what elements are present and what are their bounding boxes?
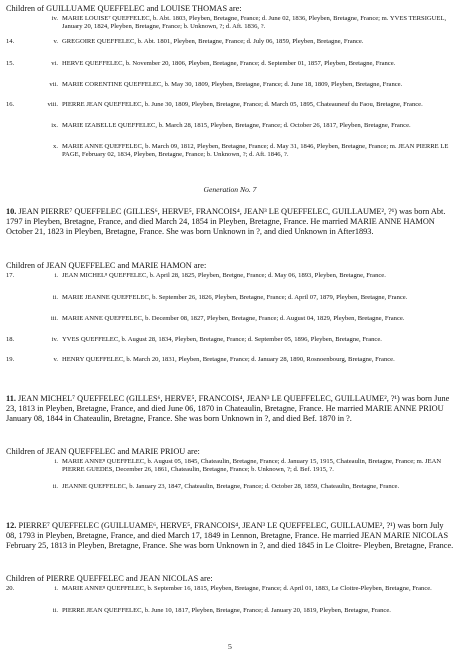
person-entry-10 xyxy=(6,207,454,238)
person-entry-11 xyxy=(6,394,454,425)
section1-header: Children of GUILLUAME QUEFFELEC and LOUISE THOMAS are: xyxy=(6,4,242,13)
person-entry-12 xyxy=(6,521,454,552)
page-number: 5 xyxy=(228,642,232,651)
generation-title: Generation No. 7 xyxy=(203,185,257,194)
entry-number: 10. xyxy=(6,207,17,216)
section2-header: Children of JEAN QUEFFELEC and MARIE HAMON are: xyxy=(6,261,207,270)
document-page: Children of GUILLUAME QUEFFELEC and LOUISE THOMAS are: iv. MARIE LOUISE⁷ QUEFFELEC, b. Abt. 1803, Pleyben, Bretagne, France; d. June 02, 1836, Pleyben, Bretagne, France; m. YVES TERSIGUEL, January 20, 1824, Pleyben, Bretagne, France; b. Unknown, ?; d. Aft. 1836, ?. 14. v. GREGOIRE QUEFFELEC, b. Abt. 1801, Pleyben, Bretagne, France; d. July 06, 1859, Pleyben, Bretagne, France. 15. vi. HERVE QUEFFELEC, b. November 20, 1806, Pleyben, Bretagne, France; d. September 01, 1857, Pleyben, Bretagne, France. vii. MARIE CORENTINE QUEFFELEC, b. May 30, 1809, Pleyben, Bretagne, France; d. June 18, 1809, Pleyben, Bretagne, France. 16. viii. PIERRE JEAN QUEFFELEC, b. June 30, 1809, Pleyben, Bretagne, France; d. March 05, 1895, Chateauneuf du Faou, Bretagne, France. ix. MARIE IZABELLE QUEFFELEC, b. March 28, 1815, Pleyben, Bretagne, France; d. October 26, 1817, Pleyben, Bretagne, France. x. MARIE ANNE QUEFFELEC, b. March 09, 1812, Pleyben, Bretagne, France; d. May 31, 1846, Pleyben, Bretagne, France; m. JEAN PIERRE LE PAGE, February 02, 1834, Pleyben, Bretagne, France; b. Unknown, ?; d. Aft. 1846, ?. Generation No. 7 10. JEAN PIERRE⁷ QUEFFELEC (GILLES⁶, HERVE⁵, FRANCOIS⁴, JEAN³ LE QUEFFELEC, GUILLAUME², ?¹) was born Abt. 1797 in Pleyben, Bretagne, France, and died March 24, 1854 in Pleyben, Bretagne, France. He married MARIE ANNE HAMON October 21, 1823 in Pleyben, Bretagne, France. She was born Unknown in ?, and died Unknown in After1893. Children of JEAN QUEFFELEC and MARIE HAMON are: 17. i. JEAN MICHEL⁸ QUEFFELEC, b. April 28, 1825, Pleyben, Bretgne, France; d. May 06, 1893, Pleyben, Bretagne, France. ii. MARIE JEANNE QUEFFELEC, b. September 26, 1826, Pleyben, Bretagne, France; d. April 07, 1879, Pleyben, Bretagne, France. iii. MARIE ANNE QUEFFELEC, b. December 08, 1827, Pleyben, Bretagne, France; d. August 04, 1829, Pleyben, Bretagne, France. 18. iv. YVES QUEFFELEC, b. August 28, 1834, Pleyben, Bretagne, France; d. September 05, 1896, Pleyben, Bretagne, France. 19. v. HENRY QUEFFELEC, b. March 20, 1831, Pleyben, Bretagne, France; d. January 28, 1890, Rosnoenbourg, Bretagne, France. 11. JEAN MICHEL⁷ QUEFFELEC (GILLES⁶, HERVE⁵, FRANCOIS⁴, JEAN³ LE QUEFFELEC, GUILLAUME², ?¹) was born June 23, 1813 in Pleyben, Bretagne, France, and died June 06, 1870 in Chateaulin, Bretagne, France. He married MARIE ANNE PRIOU January 08, 1844 in Chateaulin, Bretagne, France. She was born Unknown in ?, and died Bef. 1870 in ?. Children of JEAN QUEFFELEC and MARIE PRIOU are: i. MARIE ANNE⁸ QUEFFELEC, b. August 05, 1845, Chateaulin, Bretagne, France; d. January 15, 1915, Chateaulin, Bretagne, France; m. JEAN PIERRE GUEDES, December 26, 1861, Chateaulin, Bretagne, France; b. Unknown, ?; d. Bef. 1915, ?. ii. JEANNE QUEFFELEC, b. January 23, 1847, Chateaulin, Bretagne, France; d. October 28, 1859, Chateaulin, Bretagne, France. 12. PIERRE⁷ QUEFFELEC (GUILLUAME⁶, HERVE⁵, FRANCOIS⁴, JEAN³ LE QUEFFELEC, GUILLAUME², ?¹) was born July 08, 1793 in Pleyben, Bretagne, France, and died March 17, 1849 in Lennon, Bretagne, France. He married JEAN MARIE NICOLAS February 25, 1813 in Pleyben, Bretagne, France. She was born Unknown in ?, and died 1845 in Le Cloitre- Pleyben, Bretagne, France. Children of PIERRE QUEFFELEC and JEAN NICOLAS are: 20. i. MARIE ANNE⁸ QUEFFELEC, b. September 16, 1815, Pleyben, Bretagne, France; d. April 01, 1883, Le Cloitre-Pleyben, Bretagne, France. ii. PIERRE JEAN QUEFFELEC, b. June 10, 1817, Pleyben, Bretagne, France; d. January 20, 1819, Pleyben, Bretagne, France. 5 xyxy=(0,0,460,659)
entry-text: PIERRE⁷ QUEFFELEC (GUILLUAME⁶, HERVE⁵, FRANCOIS⁴, JEAN³ LE QUEFFELEC, GUILLAUME², ?¹) was born July 08, 1793 in Pleyben, Bretagne, France, and died March 17, 1849 in Lennon, Bretagne, France. He married JEAN MARIE NICOLAS February 25, 1813 in Pleyben, Bretagne, France. She was born Unknown in ?, and died 1845 in Le Cloitre- Pleyben, Bretagne, France. xyxy=(6,521,454,551)
entry-text: JEAN PIERRE⁷ QUEFFELEC (GILLES⁶, HERVE⁵, FRANCOIS⁴, JEAN³ LE QUEFFELEC, GUILLAUME², ?¹) was born Abt. 1797 in Pleyben, Bretagne, France, and died March 24, 1854 in Pleyben, Bretagne, France. He married MARIE ANNE HAMON October 21, 1823 in Pleyben, Bretagne, France. She was born Unknown in ?, and died Unknown in After1893. xyxy=(6,207,446,237)
entry-number: 12. xyxy=(6,521,17,530)
entry-text: JEAN MICHEL⁷ QUEFFELEC (GILLES⁶, HERVE⁵, FRANCOIS⁴, JEAN³ LE QUEFFELEC, GUILLAUME², ?¹) was born June 23, 1813 in Pleyben, Bretagne, France, and died June 06, 1870 in Chateaulin, Bretagne, France. He married MARIE ANNE PRIOU January 08, 1844 in Chateaulin, Bretagne, France. She was born Unknown in ?, and died Bef. 1870 in ?. xyxy=(6,394,450,424)
section4-header: Children of PIERRE QUEFFELEC and JEAN NICOLAS are: xyxy=(6,574,213,583)
section3-header: Children of JEAN QUEFFELEC and MARIE PRIOU are: xyxy=(6,447,200,456)
entry-number: 11. xyxy=(6,394,16,403)
